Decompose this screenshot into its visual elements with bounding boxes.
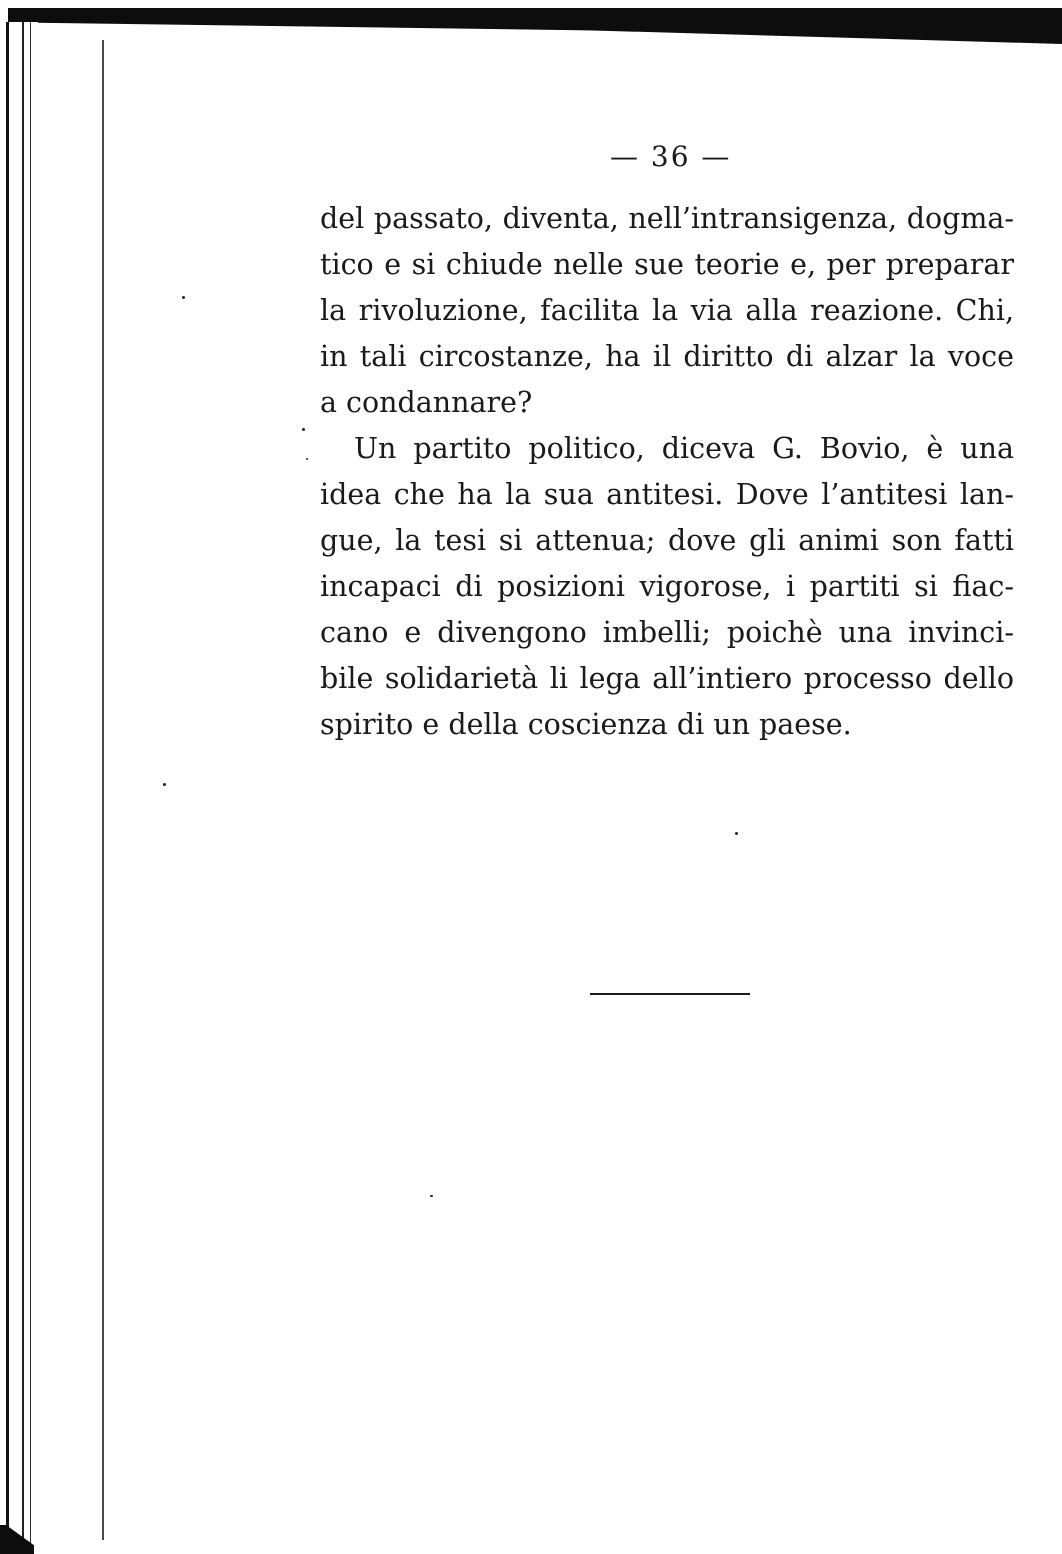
binding-line — [102, 40, 104, 1540]
scan-speck — [302, 428, 305, 431]
text-line: Un partito politico, diceva G. Bovio, è una — [354, 432, 1014, 465]
scan-speck — [735, 832, 738, 835]
scan-top-border — [8, 8, 1062, 44]
text-line: cano e divengono imbelli; poichè una invinci- — [320, 616, 1014, 649]
text-line: del passato, diventa, nell’intransigenza, dogma- — [320, 202, 1014, 235]
text-line: incapaci di posizioni vigorose, i partiti si fiac- — [320, 570, 1014, 603]
section-end-rule — [590, 993, 750, 995]
text-line: spirito e della coscienza di un paese. — [320, 708, 852, 741]
text-line: in tali circostanze, ha il diritto di alzar la voce — [320, 340, 1014, 373]
text-line: la rivoluzione, facilita la via alla reazione. Chi, — [320, 294, 1014, 327]
scan-speck — [182, 296, 185, 299]
text-line: a condannare? — [320, 386, 533, 419]
text-line: gue, la tesi si attenua; dove gli animi son fatti — [320, 524, 1014, 557]
text-line: idea che ha la sua antitesi. Dove l’antitesi lan- — [320, 478, 1014, 511]
scan-speck — [430, 1195, 433, 1197]
page-number: — 36 — — [610, 140, 732, 173]
scan-speck — [306, 458, 308, 460]
text-line: tico e si chiude nelle sue teorie e, per preparar — [320, 248, 1014, 281]
scan-speck — [163, 783, 166, 786]
scan-left-border — [0, 22, 38, 1554]
body-text — [320, 196, 1014, 748]
text-line: bile solidarietà li lega all’intiero processo dello — [320, 662, 1014, 695]
